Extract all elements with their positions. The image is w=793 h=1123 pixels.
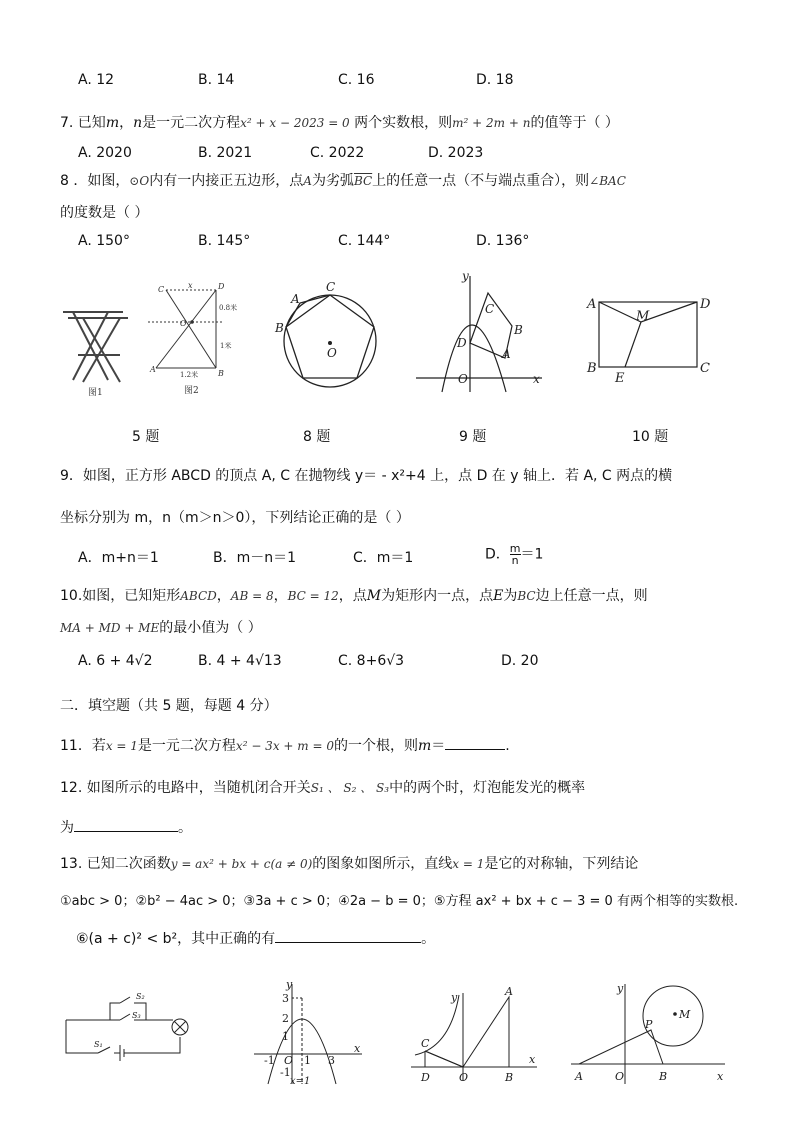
fig1-caption: 图1 (88, 388, 103, 398)
q10-option-d: D. 20 (501, 653, 539, 669)
q9-option-b: B．m－n＝1 (213, 550, 297, 566)
svg-text:图2: 图2 (184, 386, 199, 396)
svg-text:y: y (286, 980, 293, 991)
q10-option-c: C. 8+6√3 (338, 653, 405, 669)
svg-text:S₁: S₁ (94, 1040, 103, 1049)
svg-text:M: M (636, 309, 650, 324)
caption-q5: 5 题 (132, 429, 160, 445)
svg-text:D: D (457, 336, 467, 350)
svg-text:0.8米: 0.8米 (219, 304, 238, 312)
q8-option-b: B. 145° (198, 233, 251, 249)
q8-option-d: D. 136° (476, 233, 530, 249)
q7-option-c: C. 2022 (310, 145, 365, 161)
q9-option-c: C．m＝1 (353, 550, 414, 566)
svg-text:3: 3 (282, 992, 289, 1005)
svg-text:P: P (645, 1018, 653, 1031)
svg-text:C: C (158, 285, 165, 294)
q6-option-b: B. 14 (198, 72, 235, 88)
svg-text:B: B (659, 1070, 668, 1083)
svg-text:-1: -1 (264, 1054, 275, 1067)
q7-option-b: B. 2021 (198, 145, 253, 161)
q7-option-d: D. 2023 (428, 145, 484, 161)
q6-option-d: D. 18 (476, 72, 514, 88)
svg-text:C: C (700, 361, 710, 376)
svg-text:x=1: x=1 (290, 1076, 311, 1087)
caption-q9: 9 题 (459, 429, 487, 445)
svg-text:O: O (615, 1070, 625, 1083)
q8-stem-line1: 8 ．如图，⊙O内有一内接正五边形，点A为劣弧$\overline{BC}$上的任意一点（不与端点重合），则∠BAC (60, 173, 626, 189)
svg-text:B: B (218, 369, 224, 378)
q8-option-a: A. 150° (78, 233, 130, 249)
q11-answer-blank[interactable] (445, 735, 505, 750)
svg-text:1: 1 (304, 1054, 311, 1067)
svg-text:E: E (615, 371, 625, 386)
svg-text:D: D (700, 297, 711, 312)
svg-text:1: 1 (282, 1030, 289, 1043)
svg-text:A: A (291, 292, 300, 306)
q6-option-c: C. 16 (338, 72, 375, 88)
svg-text:S₃: S₃ (132, 1011, 141, 1020)
q12-answer-blank[interactable] (74, 817, 178, 832)
q7-option-a: A. 2020 (78, 145, 132, 161)
svg-text:x: x (717, 1070, 724, 1083)
drying-rack-figure (58, 300, 130, 400)
svg-text:O: O (459, 1071, 469, 1084)
svg-text:x: x (354, 1042, 361, 1055)
pentagon-circle-figure (270, 275, 388, 393)
svg-text:y: y (451, 991, 458, 1004)
quadratic-graph-figure (250, 980, 370, 1088)
x-frame-figure (148, 280, 248, 400)
q10-option-b: B. 4 + 4√13 (198, 653, 282, 669)
svg-text:B: B (505, 1071, 514, 1084)
caption-q10: 10 题 (632, 429, 669, 445)
q6-option-a: A. 12 (78, 72, 115, 88)
svg-text:O: O (327, 346, 337, 360)
svg-text:A: A (150, 365, 156, 374)
svg-text:2: 2 (282, 1012, 289, 1025)
q10-options (78, 653, 738, 673)
circle-point-figure (565, 980, 735, 1088)
q13-answer-blank[interactable] (275, 928, 421, 943)
svg-text:-1: -1 (280, 1066, 291, 1079)
q10-option-a: A. 6 + 4√2 (78, 653, 153, 669)
svg-text:O: O (284, 1054, 294, 1067)
q8-option-c: C. 144° (338, 233, 391, 249)
rectangle-figure (585, 290, 715, 386)
svg-text:1.2米: 1.2米 (180, 371, 199, 379)
svg-text:A: A (502, 347, 511, 361)
svg-text:x: x (188, 281, 193, 290)
q9-stem-line1: 9．如图，正方形 ABCD 的顶点 A, C 在抛物线 y＝ - x²+4 上，点 D 在 y 轴上．若 A, C 两点的横 (60, 468, 673, 484)
svg-text:D: D (421, 1071, 430, 1084)
q9-options (78, 542, 738, 567)
svg-text:C: C (421, 1037, 430, 1050)
svg-text:B: B (587, 361, 597, 376)
svg-text:y: y (617, 982, 624, 995)
q13-stem-line2: ①abc > 0；②b² − 4ac > 0；③3a + c > 0；④2a − b = 0；⑤方程 ax² + bx + c − 3 = 0 有两个相等的实数根. (60, 894, 739, 909)
q12-stem-line1: 12. 如图所示的电路中，当随机闭合开关S₁ 、 S₂ 、 S₃中的两个时，灯泡能发光的概率 (60, 780, 586, 796)
q8-options (78, 233, 738, 253)
svg-text:S₂: S₂ (136, 992, 145, 1001)
q7-options (78, 145, 738, 165)
svg-text:O: O (180, 319, 187, 328)
q10-stem-line2: MA + MD + ME的最小值为（ ） (60, 620, 262, 636)
svg-text:x: x (529, 1053, 536, 1066)
q8-stem-line2: 的度数是（ ） (60, 205, 149, 221)
hyperbola-triangle-figure (405, 985, 545, 1085)
svg-text:3: 3 (328, 1054, 335, 1067)
q9-option-a: A．m+n＝1 (78, 550, 159, 566)
q13-stem-line3: ⑥(a + c)² < b²，其中正确的有 。 (76, 928, 435, 948)
svg-text:A: A (505, 985, 513, 998)
svg-text:A: A (575, 1070, 583, 1083)
q13-stem-line1: 13. 已知二次函数y = ax² + bx + c(a ≠ 0)的图象如图所示，直线x = 1是它的对称轴，下列结论 (60, 856, 639, 872)
svg-text:A: A (587, 297, 597, 312)
svg-text:M: M (679, 1008, 691, 1021)
svg-text:y: y (462, 269, 469, 283)
svg-text:C: C (326, 280, 336, 294)
q10-stem-line1: 10.如图，已知矩形ABCD，AB = 8，BC = 12，点M为矩形内一点，点E为BC边上任意一点，则 (60, 588, 648, 604)
q11-stem: 11．若x = 1是一元二次方程x² − 3x + m = 0的一个根，则m＝ . (60, 735, 510, 755)
svg-text:O: O (458, 372, 468, 386)
parabola-square-figure (410, 268, 550, 396)
q7-stem: 7. 已知m，n是一元二次方程x² + x − 2023 = 0 两个实数根，则m² + 2m + n的值等于（ ） (60, 115, 619, 131)
caption-q8: 8 题 (303, 429, 331, 445)
svg-text:B: B (275, 321, 284, 335)
svg-text:C: C (485, 302, 495, 316)
q9-option-d: D． $\frac{m}{n}$ ＝1 (485, 542, 544, 567)
circuit-figure (58, 985, 198, 1063)
section-2-heading: 二．填空题（共 5 题，每题 4 分） (60, 698, 278, 714)
q9-stem-line2: 坐标分别为 m，n（m＞n＞0），下列结论正确的是（ ） (60, 510, 410, 526)
svg-text:1米: 1米 (220, 342, 232, 350)
q12-stem-line2: 为 。 (60, 817, 192, 837)
svg-text:D: D (218, 282, 225, 291)
svg-text:x: x (533, 372, 540, 386)
q6-options (78, 72, 738, 92)
svg-text:B: B (514, 323, 523, 337)
